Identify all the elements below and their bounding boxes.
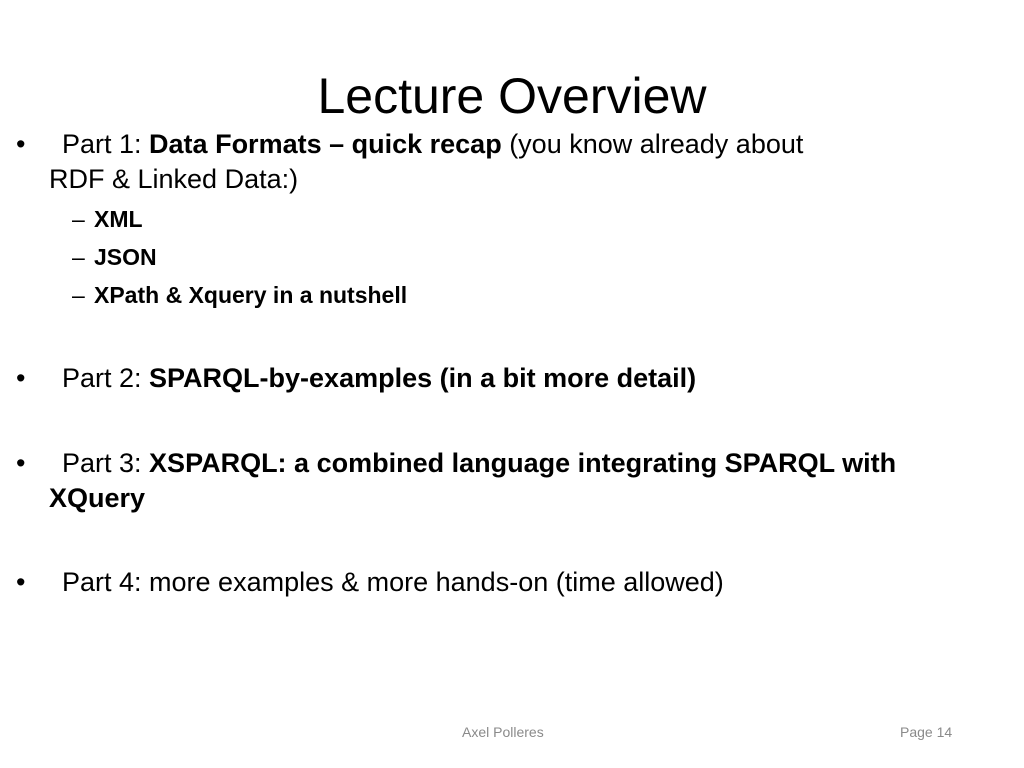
subitem-marker: –: [72, 282, 85, 308]
bullet-prefix: Part 2:: [62, 363, 150, 393]
bullet-bold-text: Data Formats – quick recap: [149, 129, 502, 159]
bullet-text: Part 4: more examples & more hands-on (time allowed): [62, 567, 724, 597]
bullet-text: [16, 127, 1006, 162]
subitem-xml: [72, 204, 143, 234]
footer-author: Axel Polleres: [462, 724, 544, 740]
subitem-marker: –: [72, 244, 85, 270]
bullet-part-2: [16, 361, 1006, 396]
bullet-marker: •: [16, 129, 26, 159]
subitem-text: JSON: [94, 244, 157, 270]
bullet-part-1: [16, 127, 1006, 197]
bullet-continuation: XQuery: [49, 483, 146, 513]
subitem-json: [72, 242, 157, 272]
bullet-part-3: [16, 446, 1006, 516]
subitem-marker: –: [72, 206, 85, 232]
bullet-text: [16, 446, 1006, 481]
bullet-bold-text: XSPARQL: a combined language integrating SPARQL with: [149, 448, 897, 478]
bullet-normal-text: (you know already about: [501, 129, 804, 159]
bullet-text: [16, 361, 1006, 396]
bullet-prefix: Part 3:: [62, 448, 150, 478]
bullet-continuation: RDF & Linked Data:): [49, 164, 299, 194]
bullet-marker: •: [16, 448, 26, 478]
bullet-marker: •: [16, 567, 26, 597]
subitem-text: XPath & Xquery in a nutshell: [94, 282, 408, 308]
bullet-part-4: [16, 565, 1006, 600]
bullet-prefix: Part 1:: [62, 129, 150, 159]
subitem-xpath-xquery: [72, 280, 407, 310]
slide-title: Lecture Overview: [317, 68, 707, 124]
bullet-bold-text: SPARQL-by-examples (in a bit more detail): [149, 363, 697, 393]
footer-page-number: Page 14: [900, 724, 953, 740]
bullet-marker: •: [16, 363, 26, 393]
subitem-text: XML: [94, 206, 143, 232]
